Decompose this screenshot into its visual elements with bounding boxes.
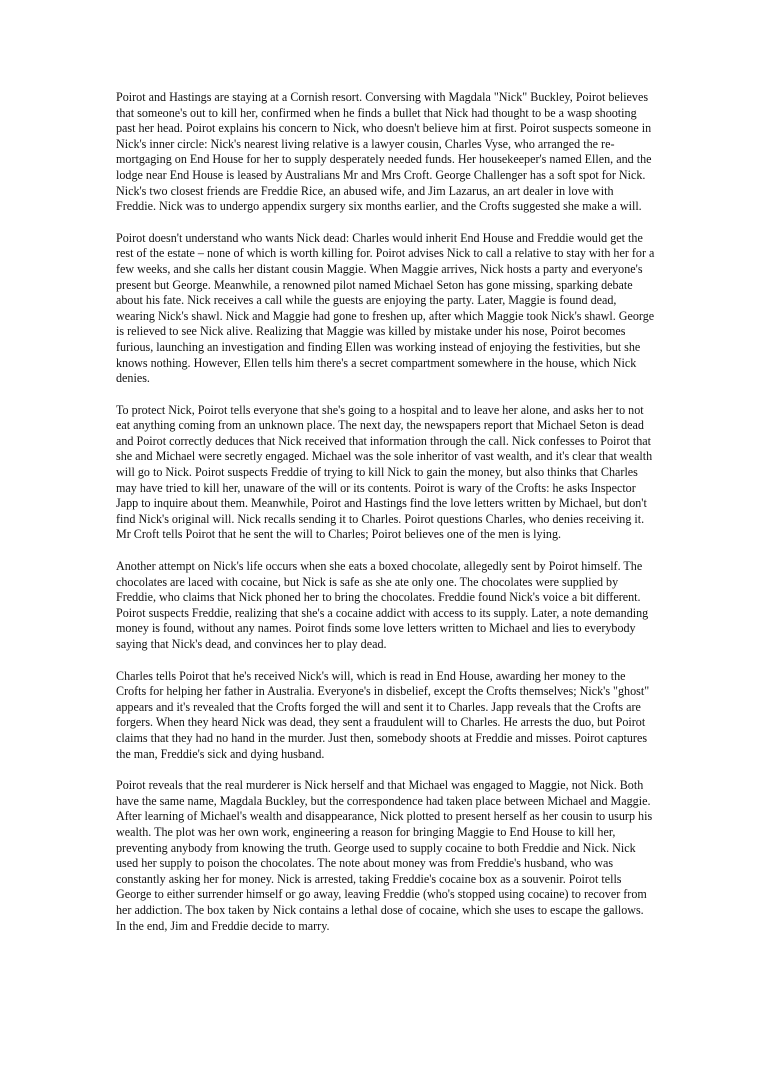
document-body xyxy=(116,90,656,950)
paragraph-1: Poirot and Hastings are staying at a Cornish resort. Conversing with Magdala "Nick" Buckley, Poirot believes that someone's out to kill her, confirmed when he finds a bullet that Nick had thought to be a wasp shooting past her head. Poirot explains his concern to Nick, who doesn't believe him at first. Poirot suspects someone in Nick's inner circle: Nick's nearest living relative is a lawyer cousin, Charles Vyse, who arranged the re-mortgaging on End House for her to supply desperately needed funds. Her housekeeper's named Ellen, and the lodge near End House is leased by Australians Mr and Mrs Croft. George Challenger has a soft spot for Nick. Nick's two closest friends are Freddie Rice, an abused wife, and Jim Lazarus, an art dealer in love with Freddie. Nick was to undergo appendix surgery six months earlier, and the Crofts suggested she make a will. xyxy=(116,90,652,214)
paragraph-6: Poirot reveals that the real murderer is Nick herself and that Michael was engaged to Maggie, not Nick. Both have the same name, Magdala Buckley, but the correspondence had taken place between Michael and Maggie. After learning of Michael's wealth and disappearance, Nick plotted to present herself as her cousin to usurp his wealth. The plot was her own work, engineering a reason for bringing Maggie to End House to kill her, preventing anybody from knowing the truth. George used to supply cocaine to both Freddie and Nick. Nick used her supply to poison the chocolates. The note about money was from Freddie's husband, who was constantly asking her for money. Nick is arrested, taking Freddie's cocaine box as a souvenir. Poirot tells George to either surrender himself or go away, leaving Freddie (who's stopped using cocaine) to recover from her addiction. The box taken by Nick contains a lethal dose of cocaine, which she uses to escape the gallows. In the end, Jim and Freddie decide to marry. xyxy=(116,778,653,933)
paragraph-2: Poirot doesn't understand who wants Nick dead: Charles would inherit End House and Freddie would get the rest of the estate – none of which is worth killing for. Poirot advises Nick to call a relative to stay with her for a few weeks, and she calls her distant cousin Maggie. When Maggie arrives, Nick hosts a party and everyone's present but George. Meanwhile, a renowned pilot named Michael Seton has gone missing, sparking debate about his fate. Nick receives a call while the guests are enjoying the party. Later, Maggie is found dead, wearing Nick's shawl. Nick and Maggie had gone to freshen up, after which Maggie took Nick's shawl. George is relieved to see Nick alive. Realizing that Maggie was killed by mistake under his nose, Poirot becomes furious, launching an investigation and finding Ellen was working instead of enjoying the festivities, but she knows nothing. However, Ellen tells him there's a secret compartment somewhere in the house, which Nick denies. xyxy=(116,230,655,386)
paragraph-4: Another attempt on Nick's life occurs when she eats a boxed chocolate, allegedly sent by Poirot himself. The chocolates are laced with cocaine, but Nick is safe as she ate only one. The chocolates were supplied by Freddie, who claims that Nick phoned her to bring the chocolates. Freddie found Nick's voice a bit different. Poirot suspects Freddie, realizing that she's a cocaine addict with access to its supply. Later, a note demanding money is found, without any names. Poirot finds some love letters written to Michael and lies to everybody saying that Nick's dead, and convinces her to play dead. xyxy=(116,559,649,651)
paragraph-5: Charles tells Poirot that he's received Nick's will, which is read in End House, awarding her money to the Crofts for helping her father in Australia. Everyone's in disbelief, except the Crofts themselves; Nick's "ghost" appears and it's revealed that the Crofts forged the will and sent it to Charles. Japp reveals that the Crofts are forgers. When they heard Nick was dead, they sent a fraudulent will to Charles. He arrests the duo, but Poirot claims that they had no hand in the murder. Just then, somebody shoots at Freddie and misses. Poirot captures the man, Freddie's sick and dying husband. xyxy=(116,668,650,761)
paragraph-3: To protect Nick, Poirot tells everyone that she's going to a hospital and to leave her alone, and asks her to not eat anything coming from an unknown place. The next day, the newspapers report that Michael Seton is dead and Poirot correctly deduces that Nick received that information through the call. Nick confesses to Poirot that she and Michael were secretly engaged. Michael was the sole inheritor of vast wealth, and it's clear that wealth will go to Nick. Poirot suspects Freddie of trying to kill Nick to gain the money, but also thinks that Charles may have tried to kill her, unaware of the will or its contents. Poirot is wary of the Crofts: he asks Inspector Japp to inquire about them. Meanwhile, Poirot and Hastings find the love letters written by Michael, but don't find Nick's original will. Nick recalls sending it to Charles. Poirot questions Charles, who denies receiving it. Mr Croft tells Poirot that he sent the will to Charles; Poirot believes one of the men is lying. xyxy=(116,402,653,542)
